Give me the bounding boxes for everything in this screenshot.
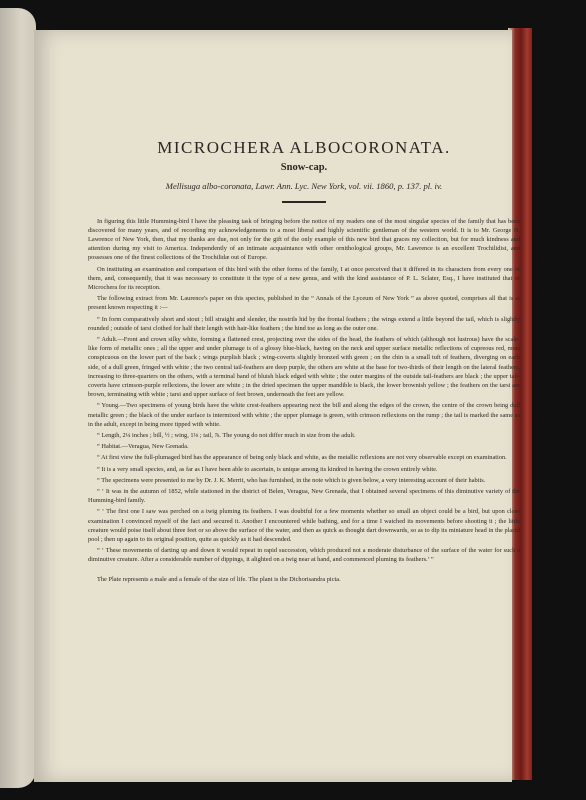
paragraph: “ In form comparatively short and stout ; bill straight and slender, the nostrils hid by the frontal feathers ; the wings extend a little beyond the tail, which is slightly rounded ; outside of tarsi clothed for half their length with hair-like feathers ; the hind toe as long as the outer one. — [88, 315, 520, 332]
common-name: Snow-cap. — [280, 162, 328, 173]
paragraph: The following extract from Mr. Laurence's paper on this species, published in the “ Annals of the Lyceum of New York ” as above quoted, comprises all that is at present known respecting it :— — [88, 295, 520, 312]
page-content — [88, 138, 520, 586]
paragraph: “ ‘ These movements of darting up and down it would repeat in rapid succession, which produced not a moderate disturbance of the surface of the water for such a diminutive creature. After a considerable number of dippings, it alighted on a twig near at hand, and commenced pluming its feathers.’ ” — [88, 547, 520, 564]
paragraph: “ Habitat.—Veragua, New Grenada. — [97, 443, 189, 451]
paragraph: “ At first view the full-plumaged bird has the appearance of being only black and white, as the metallic reflexions are not very observable except on examination. — [97, 454, 507, 462]
title-divider — [282, 201, 326, 203]
page-title: MICROCHERA ALBOCORONATA. — [157, 138, 451, 157]
paragraph: “ Adult.—Front and crown silky white, forming a flattened crest, projecting over the sides of the head, the feathers of which (although not lustrous) have the scale-like form of metallic ones ; all the upper and under plumage is of a glossy blue-black, having on the neck and upper surface metallic reflections of cupreous red, most conspicuous on the lower part of the back ; wings purplish black ; wing-coverts slightly bronzed with green ; on the chin is a small tuft of feathers, diverging on each side, of a dull green, fringed with white ; the two central tail-feathers are deep purple, the others are white at the base for two-thirds of their length on the lateral feathers, increasing to three-quarters on the others, with a terminal band of bluish black edged with white ; the outer margins of the outside tail-feathers are black ; the upper tail-coverts have crimson-purple reflexions, the lower are white ; in the dried specimen the upper mandible is black, the lower brownish yellow ; the feathers on the tarsi are brown, terminating with white ; tarsi and upper surface of feet brown, underneath the feet are yellow. — [88, 335, 520, 399]
paragraph: In figuring this little Humming-bird I have the pleasing task of bringing before the notice of my readers one of the most singular species of the family that has been discovered for many years, and of recording my acknowledgements to a most liberal and highly scientific gentleman of the western world. It is to Mr. George N. Lawrence of New York, then, that my thanks are due, not only for the gift of the only example of this new bird that graces my collection, but for much kindness and attention during my visit to America. Independently of an intimate acquaintance with other ornithological groups, Mr. Lawrence is an excellent Trochilidist, and possesses one of the finest collections of the Trochilidæ out of Europe. — [88, 217, 520, 262]
book-page — [34, 30, 520, 782]
body-text — [88, 217, 520, 565]
paragraph: “ Length, 2¼ inches ; bill, ½ ; wing, 1⅛ ; tail, ⅞. The young do not differ much in size from the adult. — [97, 431, 356, 439]
paragraph: “ ‘ It was in the autumn of 1852, while stationed in the district of Belen, Veragua, New Grenada, that I obtained several specimens of this diminutive variety of the Humming-bird family. — [88, 487, 520, 505]
facing-page-edge — [0, 8, 36, 788]
paragraph: “ The specimens were presented to me by Dr. J. K. Merrit, who has furnished, in the note which is given below, a very interesting account of their habits. — [97, 476, 486, 484]
plate-note: The Plate represents a male and a female of the size of life. The plant is the Dichorisandra picta. — [97, 575, 341, 583]
paragraph: “ ‘ The first one I saw was perched on a twig pluming its feathers. I was doubtful for a few moments whether so small an object could be a bird, but upon close examination I convinced myself of the fact and secured it. Another I encountered while bathing, and for a time I watched its movements before shooting it ; the little creature would poise itself about three feet or so above the surface of the water, and then as quick as thought dart downwards, so as to dip its miniature head in the placid pool ; then up again to its original position, quite as quickly as it had descended. — [88, 508, 520, 543]
paragraph: “ Young.—Two specimens of young birds have the white crest-feathers appearing next the bill and along the edges of the crown, the centre of the crown being dull metallic green ; the black of the under surface is intermixed with white ; the upper plumage is green, with crimson reflexions on the rump ; the tail is marked the same as in the adult, except in being more tipped with white. — [88, 402, 520, 428]
paragraph: On instituting an examination and comparison of this bird with the other forms of the family, I at once perceived that it differed in its characters from every one of them, and, consequently, that it was necessary to constitute it the type of a new genus, and with the kind assistance of P. L. Sclater, Esq., I have instituted that of Microchera for its reception. — [88, 265, 520, 291]
species-reference: Mellisuga albo-coronata, Lawr. Ann. Lyc. New York, vol. vii. 1860, p. 137. pl. iv. — [165, 181, 443, 191]
paragraph: “ It is a very small species, and, as far as I have been able to ascertain, is unique among its kindred in having the crown entirely white. — [97, 465, 438, 473]
